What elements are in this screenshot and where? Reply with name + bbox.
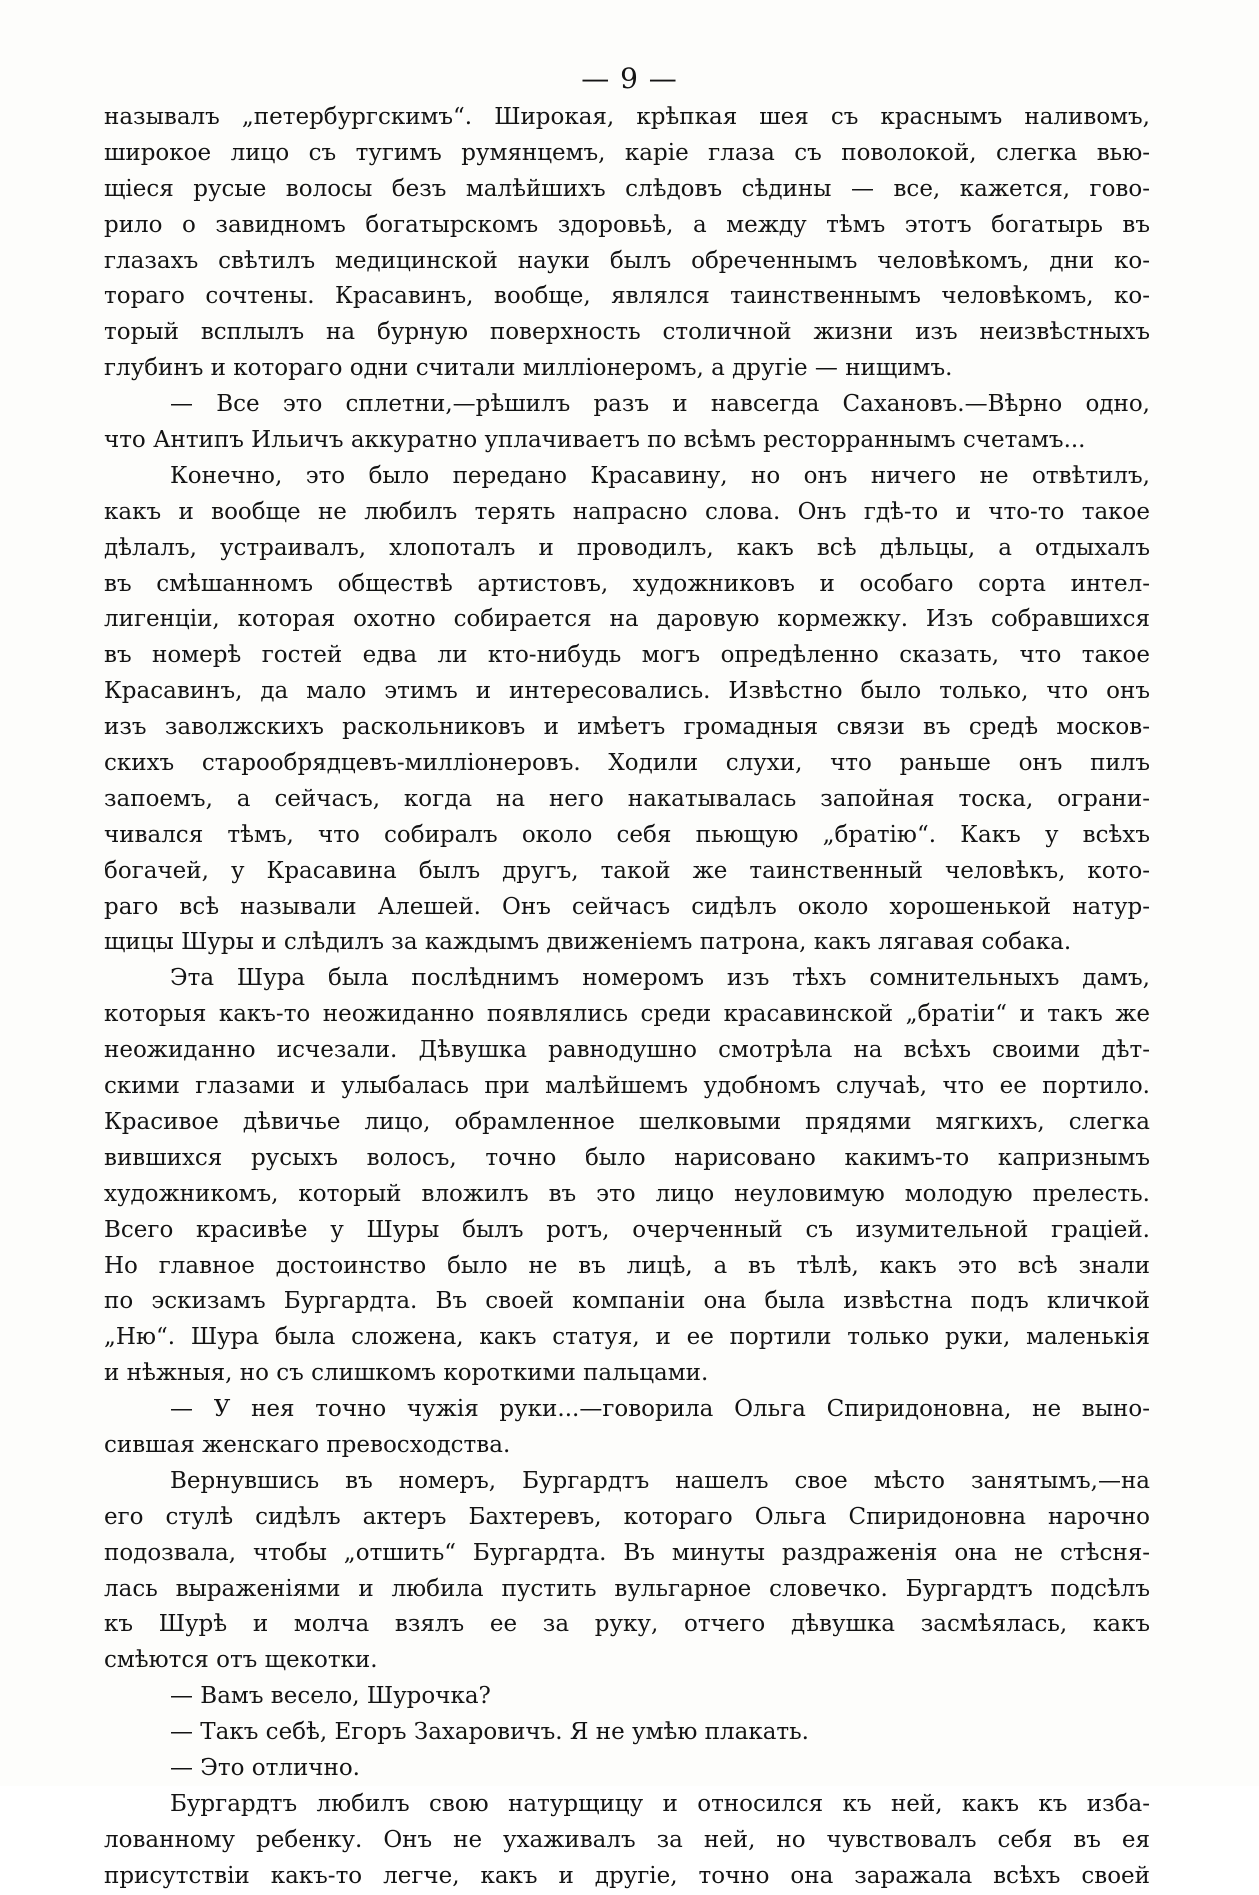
text-line: — У нея точно чужія руки...—говорила Ольга Спиридоновна, не выно- [170, 1396, 1150, 1423]
text-line: — Такъ себѣ, Егоръ Захаровичъ. Я не умѣю плакать. [170, 1719, 809, 1746]
text-line: къ Шурѣ и молча взялъ ее за руку, отчего дѣвушка засмѣялась, какъ [104, 1611, 1150, 1638]
text-line: въ смѣшанномъ обществѣ артистовъ, художниковъ и особаго сорта интел- [104, 570, 1150, 597]
text-line: скими глазами и улыбалась при малѣйшемъ удобномъ случаѣ, что ее портило. [104, 1073, 1150, 1100]
text-line: лигенціи, которая охотно собирается на даровую кормежку. Изъ собравшихся [104, 606, 1150, 633]
text-line: тораго сочтены. Красавинъ, вообще, являлся таинственнымъ человѣкомъ, ко- [104, 283, 1150, 310]
text-line: Конечно, это было передано Красавину, но онъ ничего не отвѣтилъ, [170, 462, 1150, 489]
text-line: по эскизамъ Бургардта. Въ своей компаніи она была извѣстна подъ кличкой [104, 1288, 1150, 1315]
text-line: Эта Шура была послѣднимъ номеромъ изъ тѣхъ сомнительныхъ дамъ, [170, 965, 1150, 992]
text-line: Красавинъ, да мало этимъ и интересовались. Извѣстно было только, что онъ [104, 678, 1150, 705]
text-line: что Антипъ Ильичъ аккуратно уплачиваетъ по всѣмъ ресторраннымъ счетамъ... [104, 427, 1086, 454]
text-line: рило о завидномъ богатырскомъ здоровьѣ, а между тѣмъ этотъ богатырь въ [104, 211, 1150, 238]
text-line: — Все это сплетни,—рѣшилъ разъ и навсегда Сахановъ.—Вѣрно одно, [170, 391, 1150, 418]
text-line: Бургардтъ любилъ свою натурщицу и относился къ ней, какъ къ изба- [170, 1790, 1150, 1817]
text-line: и нѣжныя, но съ слишкомъ короткими пальцами. [104, 1360, 709, 1387]
text-line: — Это отлично. [170, 1754, 360, 1781]
text-line: подозвала, чтобы „отшить“ Бургардта. Въ минуты раздраженія она не стѣсня- [104, 1539, 1150, 1566]
text-line: чивался тѣмъ, что собиралъ около себя пьющую „братію“. Какъ у всѣхъ [104, 821, 1150, 848]
text-line: вившихся русыхъ волосъ, точно было нарисовано какимъ-то капризнымъ [104, 1144, 1150, 1171]
text-line: Вернувшись въ номеръ, Бургардтъ нашелъ свое мѣсто занятымъ,—на [170, 1467, 1150, 1494]
text-line: смѣются отъ щекотки. [104, 1647, 378, 1674]
text-line: глубинъ и котораго одни считали милліонеромъ, а другіе — нищимъ. [104, 355, 953, 382]
text-line: „Ню“. Шура была сложена, какъ статуя, и ее портили только руки, маленькія [104, 1324, 1150, 1351]
text-line: изъ заволжскихъ раскольниковъ и имѣетъ громадныя связи въ средѣ москов- [104, 714, 1150, 741]
text-line: запоемъ, а сейчасъ, когда на него накатывалась запойная тоска, ограни- [104, 785, 1150, 812]
text-line: въ номерѣ гостей едва ли кто-нибудь могъ опредѣленно сказать, что такое [104, 642, 1150, 669]
text-line: богачей, у Красавина былъ другъ, такой же таинственный человѣкъ, кото- [104, 857, 1150, 884]
text-line: Красивое дѣвичье лицо, обрамленное шелковыми прядями мягкихъ, слегка [104, 1108, 1150, 1135]
text-line: скихъ старообрядцевъ-милліонеровъ. Ходили слухи, что раньше онъ пилъ [104, 750, 1150, 777]
text-line: какъ и вообще не любилъ терять напрасно слова. Онъ гдѣ-то и что-то такое [104, 498, 1150, 525]
text-line: художникомъ, который вложилъ въ это лицо неуловимую молодую прелесть. [104, 1180, 1150, 1207]
text-line: Всего красивѣе у Шуры былъ ротъ, очерченный съ изумительной граціей. [104, 1216, 1150, 1243]
text-line: называлъ „петербургскимъ“. Широкая, крѣпкая шея съ краснымъ наливомъ, [104, 104, 1150, 130]
text-line: глазахъ свѣтилъ медицинской науки былъ обреченнымъ человѣкомъ, дни ко- [104, 247, 1150, 274]
page-number: — 9 — [581, 62, 678, 95]
text-line: лась выраженіями и любила пустить вульгарное словечко. Бургардтъ подсѣлъ [104, 1575, 1150, 1602]
text-line: неожиданно исчезали. Дѣвушка равнодушно смотрѣла на всѣхъ своими дѣт- [104, 1037, 1150, 1064]
body-text [104, 100, 1150, 1895]
text-line: лованному ребенку. Онъ не ухаживалъ за ней, но чувствовалъ себя въ ея [104, 1826, 1150, 1853]
text-line: — Вамъ весело, Шурочка? [170, 1683, 491, 1710]
text-line: щіеся русые волосы безъ малѣйшихъ слѣдовъ сѣдины — все, кажется, гово- [104, 175, 1150, 202]
text-line: дѣлалъ, устраивалъ, хлопоталъ и проводилъ, какъ всѣ дѣльцы, а отдыхалъ [104, 534, 1150, 561]
text-line: широкое лицо съ тугимъ румянцемъ, каріе глаза съ поволокой, слегка вью- [104, 139, 1150, 166]
text-line: Но главное достоинство было не въ лицѣ, а въ тѣлѣ, какъ это всѣ знали [104, 1252, 1150, 1279]
text-line: раго всѣ называли Алешей. Онъ сейчасъ сидѣлъ около хорошенькой натур- [104, 893, 1150, 920]
text-line: присутствіи какъ-то легче, какъ и другіе, точно она заражала всѣхъ своей [104, 1862, 1150, 1889]
text-line: щицы Шуры и слѣдилъ за каждымъ движеніемъ патрона, какъ лягавая собака. [104, 929, 1072, 956]
text-line: которыя какъ-то неожиданно появлялись среди красавинской „братіи“ и такъ же [104, 1001, 1150, 1028]
text-line: его стулѣ сидѣлъ актеръ Бахтеревъ, котораго Ольга Спиридоновна нарочно [104, 1503, 1150, 1530]
text-line: торый всплылъ на бурную поверхность столичной жизни изъ неизвѣстныхъ [104, 319, 1150, 346]
text-line: сившая женскаго превосходства. [104, 1431, 511, 1458]
